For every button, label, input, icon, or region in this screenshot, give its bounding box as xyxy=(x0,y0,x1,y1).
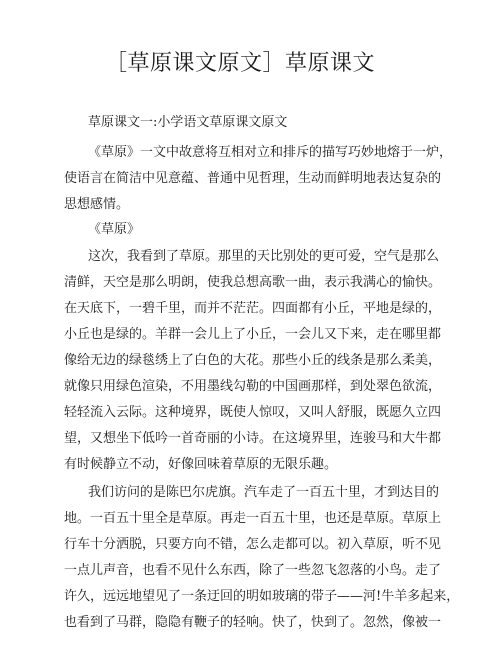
paragraph-line: 使语言在简洁中见意蕴、普通中见哲理，生动而鲜明地表达复杂的 xyxy=(64,171,442,186)
paragraph-line: 一点儿声音，也看不见什么东西，除了一些忽飞忽落的小鸟。走了 xyxy=(64,563,442,578)
paragraph-line: 行车十分洒脱，只要方向不错，怎么走都可以。初入草原，听不见 xyxy=(64,537,442,552)
paragraph-line: 我们访问的是陈巴尔虎旗。汽车走了一百五十里，才到达目的 xyxy=(88,485,440,500)
paragraph-line: 地。一百五十里全是草原。再走一百五十里，也还是草原。草原上 xyxy=(64,511,442,526)
paragraph-line: 有时候静立不动，好像回味着草原的无限乐趣。 xyxy=(64,457,338,472)
paragraph-line: 小丘也是绿的。羊群一会儿上了小丘，一会儿又下来，走在哪里都 xyxy=(64,327,442,342)
paragraph-line: 像给无边的绿毯绣上了白色的大花。那些小丘的线条是那么柔美， xyxy=(64,353,442,368)
paragraph-line: 就像只用绿色渲染，不用墨线勾勒的中国画那样，到处翠色欲流， xyxy=(64,379,442,394)
article-subtitle: 草原课文一:小学语文草原课文原文 xyxy=(88,115,288,130)
paragraph-line: 也看到了马群，隐隐有鞭子的轻响。快了，快到了。忽然，像被一 xyxy=(64,615,442,630)
paragraph-line: 轻轻流入云际。这种境界，既使人惊叹，又叫人舒服，既愿久立四 xyxy=(64,405,442,420)
paragraph-line: 清鲜，天空是那么明朗，使我总想高歌一曲，表示我满心的愉快。 xyxy=(64,275,442,290)
paragraph-line: 许久，远远地望见了一条迂回的明如玻璃的带子——河!牛羊多起来， xyxy=(64,589,460,604)
section-heading: 《草原》 xyxy=(88,222,141,237)
paragraph-line: 在天底下，一碧千里，而并不茫茫。四面都有小丘，平地是绿的， xyxy=(64,301,442,316)
paragraph-line: 这次，我看到了草原。那里的天比别处的更可爱，空气是那么 xyxy=(88,249,440,264)
paragraph-line: 思想感情。 xyxy=(64,197,130,212)
page-title: ［草原课文原文］草原课文 xyxy=(104,51,375,76)
paragraph-line: 望，又想坐下低吟一首奇丽的小诗。在这境界里，连骏马和大牛都 xyxy=(64,431,442,446)
paragraph-line: 《草原》一文中故意将互相对立和排斥的描写巧妙地熔于一炉， xyxy=(88,145,453,160)
